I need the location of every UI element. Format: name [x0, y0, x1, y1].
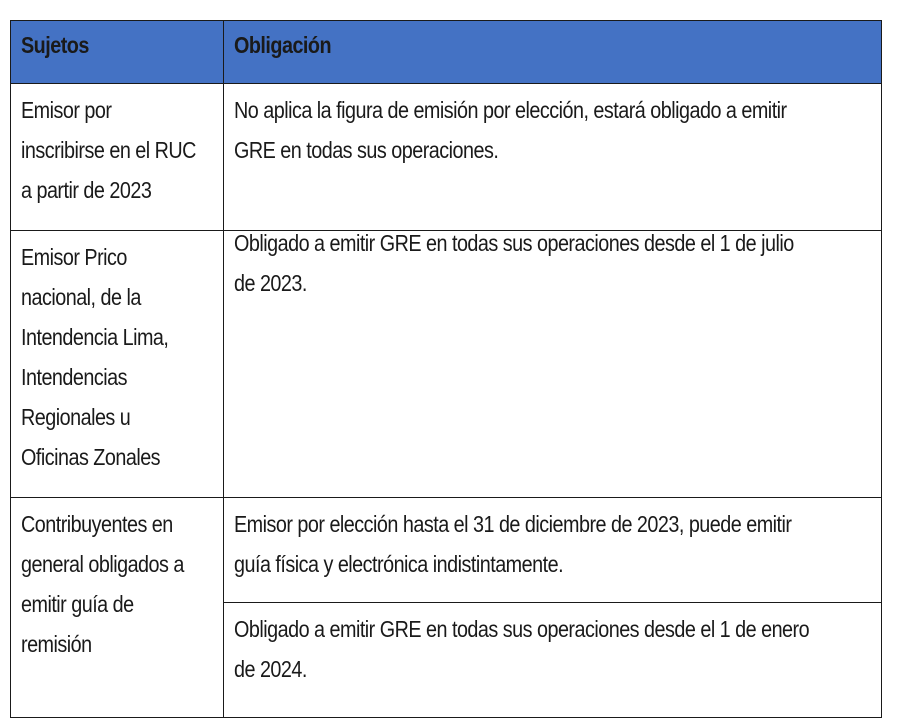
sujeto-cell: Contribuyentes en general obligados a emitir guía de remisión — [11, 498, 224, 718]
header-obligacion: Obligación — [224, 21, 882, 84]
obligacion-cell: Obligado a emitir GRE en todas sus operaciones desde el 1 de julio de 2023. — [224, 231, 882, 498]
obligacion-cell: Obligado a emitir GRE en todas sus operaciones desde el 1 de enero de 2024. — [224, 603, 882, 718]
obligations-table — [10, 20, 882, 718]
header-sujetos: Sujetos — [11, 21, 224, 84]
header-row — [11, 21, 882, 84]
table-row — [11, 231, 882, 498]
table-row — [11, 498, 882, 603]
sujeto-cell: Emisor por inscribirse en el RUC a partir de 2023 — [11, 84, 224, 231]
obligacion-cell: Emisor por elección hasta el 31 de diciembre de 2023, puede emitir guía física y electrónica indistintamente. — [224, 498, 882, 603]
sujeto-cell: Emisor Prico nacional, de la Intendencia Lima, Intendencias Regionales u Oficinas Zonales — [11, 231, 224, 498]
table-row — [11, 84, 882, 231]
obligacion-cell: No aplica la figura de emisión por elección, estará obligado a emitir GRE en todas sus operaciones. — [224, 84, 882, 231]
